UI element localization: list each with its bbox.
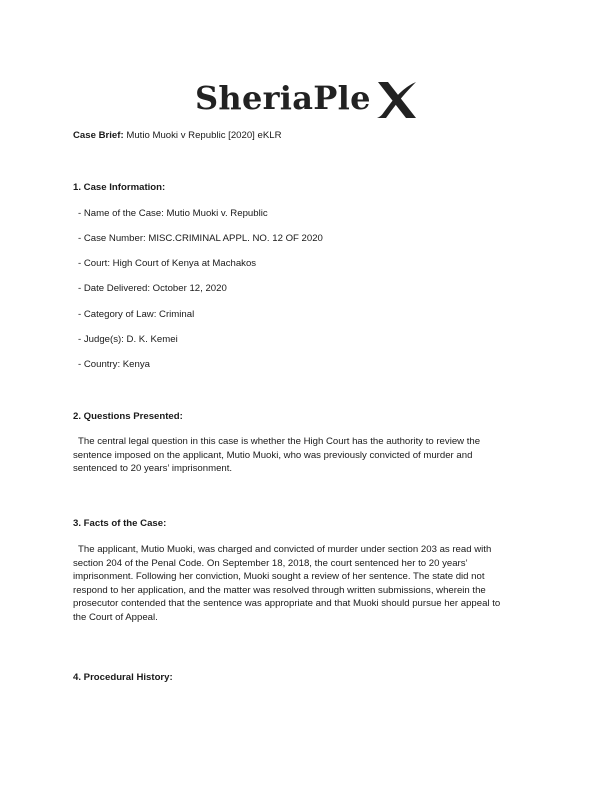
- facts-line: imprisonment. Following her conviction, Muoki sought a review of her sentence. The state did not: [73, 571, 485, 583]
- questions-line: The central legal question in this case is whether the High Court has the authority to review the: [78, 436, 481, 447]
- logo-x-mark-icon: [376, 80, 418, 120]
- info-item-date-delivered: - Date Delivered: October 12, 2020: [78, 283, 227, 294]
- section-heading-facts: 3. Facts of the Case:: [73, 518, 167, 529]
- info-item-category: - Category of Law: Criminal: [78, 309, 195, 320]
- facts-paragraph: [73, 543, 539, 625]
- info-item-judges: - Judge(s): D. K. Kemei: [78, 334, 178, 345]
- facts-line: The applicant, Mutio Muoki, was charged and convicted of murder under section 203 as read with: [78, 544, 492, 555]
- info-item-case-name: - Name of the Case: Mutio Muoki v. Republic: [78, 208, 268, 219]
- facts-line: the Court of Appeal.: [73, 611, 158, 623]
- section-heading-questions: 2. Questions Presented:: [73, 411, 183, 422]
- case-brief-line: [73, 129, 282, 142]
- facts-line: section 204 of the Penal Code. On September 18, 2018, the court sentenced her to 20 years’: [73, 557, 468, 569]
- questions-paragraph: [73, 435, 539, 476]
- case-brief-label: Case Brief:: [73, 130, 124, 141]
- case-brief-value: Mutio Muoki v Republic [2020] eKLR: [126, 130, 282, 141]
- questions-line: sentence imposed on the applicant, Mutio Muoki, who was previously convicted of murder and: [73, 449, 473, 461]
- info-item-country: - Country: Kenya: [78, 359, 150, 370]
- section-heading-procedural-history: 4. Procedural History:: [73, 672, 173, 683]
- section-heading-case-information: 1. Case Information:: [73, 182, 166, 193]
- questions-line: sentenced to 20 years’ imprisonment.: [73, 463, 233, 475]
- info-item-case-number: - Case Number: MISC.CRIMINAL APPL. NO. 12 OF 2020: [78, 233, 323, 244]
- info-item-court: - Court: High Court of Kenya at Machakos: [78, 258, 257, 269]
- facts-line: respond to her application, and the matter was resolved through written submissions, wherein the: [73, 584, 486, 596]
- sheriaplex-logo: [0, 76, 612, 124]
- facts-line: prosecutor contended that the sentence was appropriate and that Muoki should pursue her appeal to: [73, 598, 501, 610]
- logo-wordmark: SheriaPle: [195, 79, 371, 117]
